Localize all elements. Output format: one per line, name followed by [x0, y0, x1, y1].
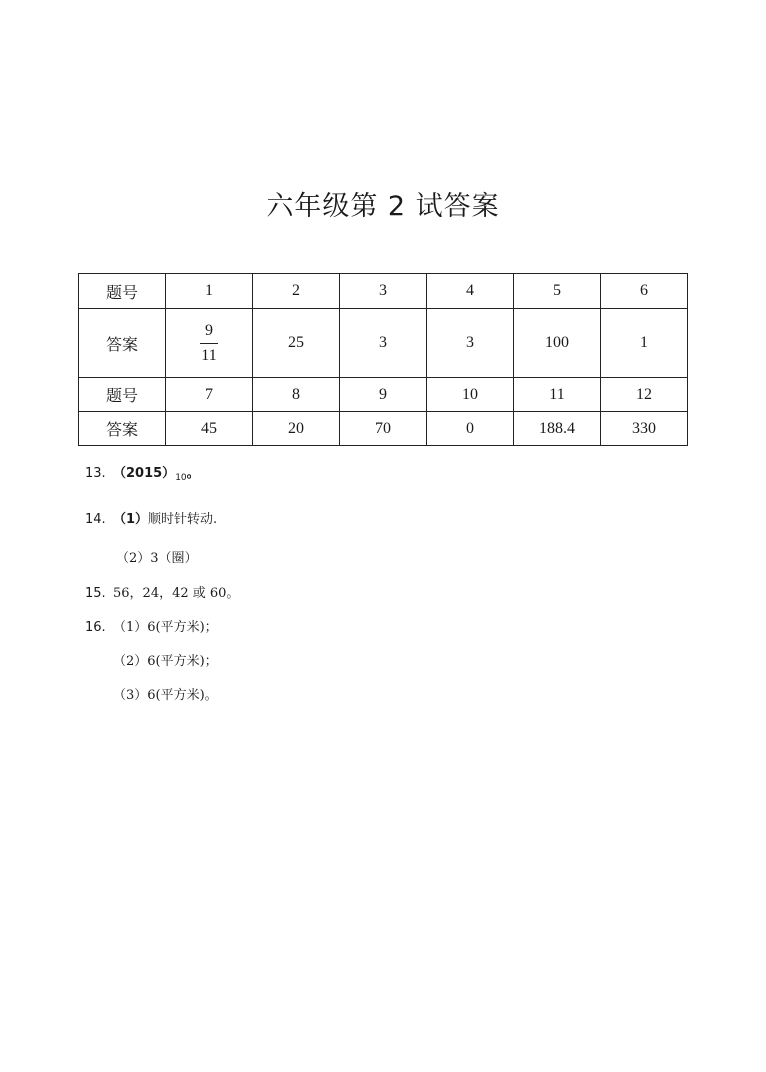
table-row-answers-1: [79, 309, 688, 378]
cell-answer-11: 188.4: [514, 412, 601, 446]
answer-13-tail: 。: [186, 466, 200, 481]
question-number: 13.: [85, 466, 106, 481]
cell-answer-6: 1: [601, 309, 688, 378]
question-number: 14.: [85, 512, 106, 527]
page-title: 六年级第 2 试答案: [266, 191, 500, 222]
answer-16-part-1-text: （1）6(平方米)；: [113, 620, 218, 635]
cell-question-12: 12: [601, 378, 688, 412]
answer-15: [85, 582, 239, 601]
cell-answer-10: 0: [427, 412, 514, 446]
cell-question-11: 11: [514, 378, 601, 412]
cell-question-7: 7: [166, 378, 253, 412]
cell-question-4: 4: [427, 274, 514, 309]
answer-14-part-1: [85, 508, 217, 527]
question-number: 15.: [85, 586, 106, 601]
answer-16-part-1: [85, 616, 218, 635]
answer-table: [78, 273, 688, 446]
answer-14-part-2: （2）3（圈）: [116, 551, 198, 566]
answer-15-text: 56，24，42 或 60。: [113, 586, 240, 601]
cell-answer-2: 25: [253, 309, 340, 378]
table-row-question-numbers-2: [79, 378, 688, 412]
question-number: 16.: [85, 620, 106, 635]
answer-14-part-1-text: 顺时针转动.: [148, 512, 218, 527]
cell-label-answer: 答案: [79, 309, 166, 378]
answer-16-part-3: （3）6(平方米)。: [113, 688, 218, 703]
cell-answer-1: [166, 309, 253, 378]
cell-question-9: 9: [340, 378, 427, 412]
cell-question-2: 2: [253, 274, 340, 309]
table-row-answers-2: [79, 412, 688, 446]
cell-question-10: 10: [427, 378, 514, 412]
answer-13-base: 10: [175, 473, 187, 483]
answer-13-value: （2015）: [113, 466, 176, 481]
cell-label-answer: 答案: [79, 412, 166, 446]
cell-question-1: 1: [166, 274, 253, 309]
cell-answer-5: 100: [514, 309, 601, 378]
cell-answer-3: 3: [340, 309, 427, 378]
answer-16-part-2: （2）6(平方米)；: [113, 654, 218, 669]
cell-question-5: 5: [514, 274, 601, 309]
cell-answer-9: 70: [340, 412, 427, 446]
cell-question-6: 6: [601, 274, 688, 309]
answer-14-part-1-tag: （1）: [113, 512, 149, 527]
cell-question-8: 8: [253, 378, 340, 412]
fraction: [199, 323, 218, 364]
answer-13: [85, 462, 200, 483]
cell-label-question: 题号: [79, 378, 166, 412]
table-row-question-numbers-1: [79, 274, 688, 309]
cell-answer-4: 3: [427, 309, 514, 378]
cell-answer-12: 330: [601, 412, 688, 446]
cell-answer-8: 20: [253, 412, 340, 446]
cell-answer-7: 45: [166, 412, 253, 446]
cell-question-3: 3: [340, 274, 427, 309]
fraction-denominator: 11: [201, 347, 217, 364]
cell-label-question: 题号: [79, 274, 166, 309]
fraction-numerator: 9: [205, 322, 213, 339]
